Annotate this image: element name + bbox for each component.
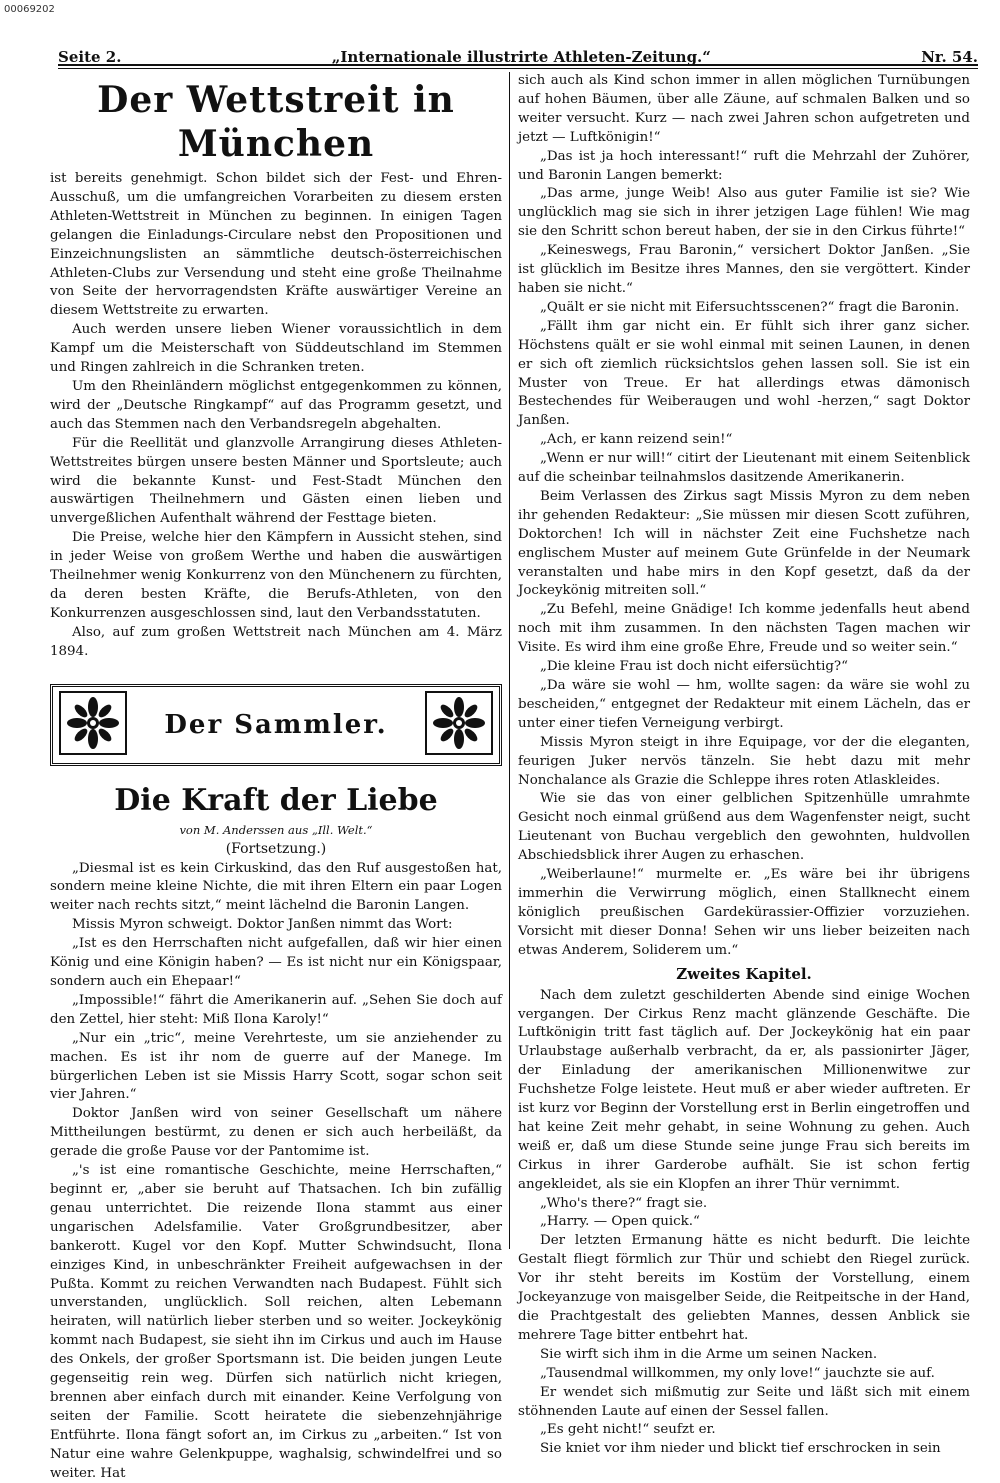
story-paragraph: „Tausendmal willkommen, my only love!“ jauchzte sie auf. [540, 1365, 935, 1381]
section-banner [50, 684, 502, 766]
story-paragraph: Doktor Janßen wird von seiner Gesellschaft um nähere Mittheilungen bestürmt, zu denen er sich auch herbeiläßt, da gerade die große Pause vor der Pantomime ist. [50, 1106, 502, 1160]
story-paragraph: „Fällt ihm gar nicht ein. Er fühlt sich ihrer ganz sicher. Höchstens quält er sie wohl einmal mit seinen Launen, in denen er sich oft ziemlich rücksichtslos gehen lassen soll. Sie ist ein Muster von Treue. Er hat allerdings etwas dämonisch Bestechendes für Weiberaugen und wohl -herzen,“ sagt Doktor Janßen. [518, 318, 970, 429]
document-id: 00069202 [4, 4, 55, 15]
story-paragraph: „Das arme, junge Weib! Also aus guter Familie ist sie? Wie unglücklich mag sie sich in ihrer jetzigen Lage fühlen! Wie mag sie den Schritt schon bereut haben, der sie in den Cirkus führte!“ [518, 186, 970, 240]
story-paragraph: Beim Verlassen des Zirkus sagt Missis Myron zu dem neben ihr gehenden Redakteur: „Sie müssen mir diesen Scott zuführen, Doktorchen! Ich will in nächster Zeit eine Fuchshetze nach englischem Muster auf meinem Gute Grünfelde in der Neumark veranstalten und habe mirs in den Kopf gesetzt, daß da der Jockeykönig mitreiten soll.“ [518, 488, 970, 599]
story-paragraph: „Es geht nicht!“ seufzt er. [540, 1422, 716, 1438]
section-title: Der Sammler. [164, 709, 388, 740]
story-paragraph: „Wenn er nur will!“ citirt der Lieutenant mit einem Seitenblick auf die scheinbar teilnahmslos dasitzende Amerikanerin. [518, 451, 970, 486]
header-rule-thin [58, 68, 978, 69]
story-byline: von M. Anderssen aus „Ill. Welt.“ [179, 822, 373, 837]
story-paragraph: „Ist es den Herrschaften nicht aufgefallen, daß wir hier einen König und eine Königin haben? — Es ist nicht nur ein Königspaar, sondern auch ein Ehepaar!“ [50, 936, 502, 989]
story-paragraph: Missis Myron steigt in ihre Equipage, vor der die eleganten, feurigen Juker nervös tänzeln. Sie hebt dazu mit mehr Nonchalance als Grazie die Schleppe ihres roten Atlaskleides. [518, 734, 970, 788]
story-paragraph: „Da wäre sie wohl — hm, wollte sagen: da wäre sie wohl zu bescheiden,“ entgegnet der Redakteur mit einem Lächeln, das er unter einer tiefen Verneigung verbirgt. [518, 678, 970, 731]
story-paragraph: Wie sie das von einer gelblichen Spitzenhülle umrahmte Gesicht noch einmal grüßend aus dem Wagenfenster neigt, sucht Lieutenant von Buchau vergeblich den gewohnten, huldvollen Abschiedsblick ihrer Augen zu erhaschen. [518, 791, 970, 864]
story-body-right [518, 72, 970, 961]
journal-title: „Internationale illustrirte Athleten-Zeitung.“ [331, 48, 711, 66]
column-divider [509, 72, 510, 1249]
right-column [518, 72, 970, 1457]
story-paragraph: „Das ist ja hoch interessant!“ ruft die Mehrzahl der Zuhörer, und Baronin Langen bemerkt: [518, 148, 970, 183]
story-paragraph: Er wendet sich mißmutig zur Seite und läßt sich mit einem stöhnenden Laute auf einen der Sessel fallen. [518, 1384, 970, 1419]
page-header [58, 36, 978, 66]
chapter-heading: Zweites Kapitel. [676, 964, 812, 983]
story-paragraph: Sie kniet vor ihm nieder und blickt tief erschrocken in sein [540, 1441, 941, 1457]
story-paragraph: „Keineswegs, Frau Baronin,“ versichert Doktor Janßen. „Sie ist glücklich im Besitze ihres Mannes, den sie vergöttert. Kinder haben sie nicht.“ [518, 243, 970, 296]
story-paragraph: Missis Myron schweigt. Doktor Janßen nimmt das Wort: [72, 917, 453, 933]
article-paragraph: Um den Rheinländern möglichst entgegenkommen zu können, wird der „Deutsche Ringkampf“ auf das Programm gesetzt, und auch das Stemmen nach den Verbandsregeln abgehalten. [50, 378, 502, 432]
chapter-body [518, 987, 970, 1460]
story-paragraph: „Impossible!“ fährt die Amerikanerin auf. „Sehen Sie doch auf den Zettel, hier steht: Miß Ilona Karoly!“ [50, 992, 502, 1027]
story-continuation: (Fortsetzung.) [225, 840, 327, 857]
header-rule [58, 64, 978, 66]
article-paragraph: Also, auf zum großen Wettstreit nach München am 4. März 1894. [50, 624, 502, 659]
story-paragraph: „Diesmal ist es kein Cirkuskind, das den Ruf ausgestoßen hat, sondern meine kleine Nichte, die mit ihren Eltern ein paar Logen weiter nach rechts sitzt,“ meint lächelnd die Baronin Langen. [50, 860, 502, 914]
article-body [50, 170, 502, 662]
issue-number: Nr. 54. [921, 48, 978, 66]
story-paragraph: „Zu Befehl, meine Gnädige! Ich komme jedenfalls heut abend noch mit ihm zusammen. In den nächsten Tagen machen wir Visite. Es wird ihm eine große Ehre, Freude und so weiter sein.“ [518, 602, 970, 656]
story-paragraph: „Quält er sie nicht mit Eifersuchtsscenen?“ fragt die Baronin. [540, 299, 960, 315]
article-paragraph: Auch werden unsere lieben Wiener voraussichtlich in dem Kampf um die Meisterschaft von Süddeutschland im Stemmen und Ringen zahlreich in die Schranken treten. [50, 322, 502, 376]
story-paragraph: „Weiberlaune!“ murmelte er. „Es wäre bei ihr übrigens immerhin die Verwirrung möglich, einen Stallknecht einem königlich preußischen Gardekürassier-Offizier vorzuziehen. Vorsicht mit dieser Donna! Sehen wir uns lieber beizeiten nach etwas Anderem, Soliderem um.“ [518, 867, 970, 958]
story-paragraph: Nach dem zuletzt geschilderten Abende sind einige Wochen vergangen. Der Cirkus Renz macht glänzende Geschäfte. Die Luftkönigin tritt fast täglich auf. Der Jockeykönig hat ein paar Urlaubstage außerhalb verbracht, da er, als passionirter Jäger, der Einladung der amerikanischen Millionenwitwe zur Fuchshetze Folge leistete. Heut muß er aber wieder auftreten. Er ist kurz vor Beginn der Vorstellung erst in Berlin eingetroffen und hat keine Zeit mehr gehabt, in seine Wohnung zu gehen. Auch weiß er, daß um diese Stunde seine junge Frau sich bereits im Cirkus in ihrer Garderobe aufhält. Sie ist schon fertig angekleidet, als sie ein Klopfen an ihrer Thür vernimmt. [518, 987, 970, 1192]
article-title: Der Wettstreit in München [97, 79, 455, 165]
story-paragraph: „Ach, er kann reizend sein!“ [540, 432, 733, 448]
story-paragraph: „Nur ein „tric“, meine Verehrteste, um sie anziehender zu machen. Es ist ihr nom de guerre auf der Manege. Im bürgerlichen Leben ist sie Missis Harry Scott, sogar schon seit vier Jahren.“ [50, 1030, 502, 1103]
page-number: Seite 2. [58, 48, 122, 66]
flower-ornament-icon [59, 691, 127, 755]
story-paragraph: sich auch als Kind schon immer in allen möglichen Turnübungen auf hohen Bäumen, über alle Zäune, auf schmalen Balken und so weiter versucht. Kurz — nach zwei Jahren schon aufgetreten und jetzt — Luftkönigin!“ [518, 73, 970, 145]
left-column [50, 72, 502, 1481]
story-paragraph: „'s ist eine romantische Geschichte, meine Herrschaften,“ beginnt er, „aber sie beruht auf Thatsachen. Ich bin zufällig genau unterrichtet. Die reizende Ilona stammt aus einer ungarischen Adelsfamilie. Vater Großgrundbesitzer, aber bankerott. Kugel vor den Kopf. Mutter Schwindsucht, Ilona einziges Kind, in unbeschränkter Freiheit aufgewachsen in der Pußta. Kommt zu reichen Verwandten nach Budapest. Fühlt sich unverstanden, unglücklich. Soll reichen, alten Lebemann heiraten, will natürlich lieber sterben und so weiter. Jockeykönig kommt nach Budapest, sie sieht ihn im Cirkus und auch im Hause des Onkels, der großer Sportsmann ist. Die beiden jungen Leute gegenseitig rein weg. Dürfen sich natürlich nicht kriegen, brennen aber einfach durch mit einander. Keine Verfolgung von seiten der Familie. Scott heiratete die siebenzehnjährige Entführte. Ilona fängt sofort an, im Cirkus zu „arbeiten.“ Ist von Natur eine wahre Gelenkpuppe, waghalsig, schwindelfrei und so weiter. Hat [50, 1163, 502, 1481]
story-title: Die Kraft der Liebe [114, 782, 438, 818]
article-paragraph: Die Preise, welche hier den Kämpfern in Aussicht stehen, sind in jeder Weise von großem Werthe und haben die auswärtigen Theilnehmer wenig Konkurrenz von den Münchenern zu fürchten, da deren besten Kräfte, die Berufs-Athleten, von den Konkurrenzen ausgeschlossen sind, laut den Verbandsstatuten. [50, 530, 502, 621]
story-paragraph: „Who's there?“ fragt sie. [540, 1195, 708, 1211]
story-paragraph: Sie wirft sich ihm in die Arme um seinen Nacken. [540, 1346, 878, 1362]
story-body-left [50, 860, 502, 1483]
story-paragraph: „Harry. — Open quick.“ [540, 1214, 700, 1230]
story-paragraph: Der letzten Ermanung hätte es nicht bedurft. Die leichte Gestalt fliegt förmlich zur Thür und schiebt den Riegel zurück. Vor ihr steht bereits im Kostüm der Vorstellung, einem Jockeyanzuge von maisgelber Seide, die Reitpeitsche in der Hand, die Prachtgestalt des geliebten Mannes, dessen Anblick sie mehrere Tage bitter entbehrt hat. [518, 1233, 970, 1343]
flower-ornament-icon [425, 691, 493, 755]
article-paragraph: Für die Reellität und glanzvolle Arrangirung dieses Athleten-Wettstreites bürgen unsere besten Männer und Sportsleute; auch wird die bekannte Kunst- und Fest-Stadt München den auswärtigen Theilnehmern und Gästen einen lieben und unvergeßlichen Aufenthalt während der Festtage bieten. [50, 435, 502, 527]
article-paragraph: ist bereits genehmigt. Schon bildet sich der Fest- und Ehren-Ausschuß, um die umfangreichen Vorarbeiten zu diesem ersten Athleten-Wettstreit in München zu beginnen. In einigen Tagen gelangen die Einladungs-Circulare nebst den Propositionen und Einzeichnungslisten an sämmtliche deutsch-österreichischen Athleten-Clubs zur Versendung und steht eine große Theilnahme von Seite der hervorragendsten Kräfte auswärtiger Vereine an diesem Wettstreite zu erwarten. [50, 171, 502, 319]
story-paragraph: „Die kleine Frau ist doch nicht eifersüchtig?“ [540, 659, 848, 675]
